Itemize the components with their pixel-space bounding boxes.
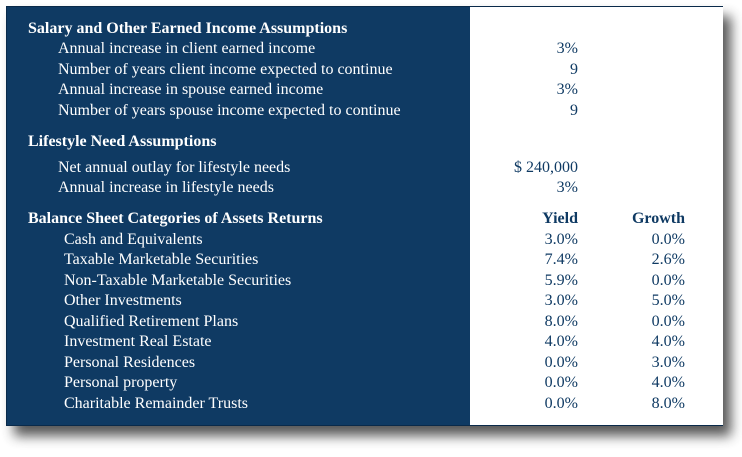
growth-value: 3.0% — [651, 354, 685, 371]
growth-value: 0.0% — [651, 313, 685, 330]
yield-column-header: Yield — [542, 210, 578, 227]
table-row — [7, 312, 724, 332]
asset-label: Taxable Marketable Securities — [64, 251, 259, 268]
yield-value: 3.0% — [544, 231, 578, 248]
table-row — [7, 250, 724, 270]
table-row — [7, 291, 724, 311]
asset-label: Qualified Retirement Plans — [64, 313, 239, 330]
asset-label: Non-Taxable Marketable Securities — [64, 272, 292, 289]
table-row — [7, 230, 724, 250]
asset-label: Other Investments — [64, 292, 182, 309]
growth-value: 4.0% — [651, 333, 685, 350]
salary-row — [7, 39, 724, 59]
table-row — [7, 394, 724, 414]
yield-value: 7.4% — [544, 251, 578, 268]
balance-heading: Balance Sheet Categories of Assets Returns — [28, 210, 323, 227]
salary-item-label: Annual increase in spouse earned income — [58, 81, 324, 98]
salary-heading: Salary and Other Earned Income Assumptions — [28, 20, 348, 37]
salary-row — [7, 101, 724, 121]
yield-value: 4.0% — [544, 333, 578, 350]
lifestyle-heading-row — [7, 132, 724, 152]
table-row — [7, 332, 724, 352]
growth-value: 0.0% — [651, 272, 685, 289]
salary-item-label: Number of years spouse income expected to continue — [58, 102, 401, 119]
salary-item-label: Number of years client income expected to continue — [58, 61, 393, 78]
balance-heading-row — [7, 209, 724, 229]
yield-value: 0.0% — [544, 354, 578, 371]
growth-value: 0.0% — [651, 231, 685, 248]
asset-label: Investment Real Estate — [64, 333, 212, 350]
yield-value: 3.0% — [544, 292, 578, 309]
yield-value: 5.9% — [544, 272, 578, 289]
lifestyle-row — [7, 158, 724, 178]
growth-value: 2.6% — [651, 251, 685, 268]
salary-item-value: 3% — [556, 81, 578, 98]
growth-value: 4.0% — [651, 374, 685, 391]
table-row — [7, 271, 724, 291]
salary-item-value: 9 — [570, 102, 578, 119]
table-row — [7, 373, 724, 393]
salary-item-value: 3% — [556, 40, 578, 57]
lifestyle-item-value: $ 240,000 — [514, 159, 578, 176]
yield-value: 0.0% — [544, 374, 578, 391]
asset-label: Personal Residences — [64, 354, 196, 371]
asset-label: Charitable Remainder Trusts — [64, 395, 248, 412]
growth-value: 5.0% — [651, 292, 685, 309]
lifestyle-item-label: Net annual outlay for lifestyle needs — [58, 159, 291, 176]
asset-label: Personal property — [64, 374, 178, 391]
yield-value: 0.0% — [544, 395, 578, 412]
salary-item-label: Annual increase in client earned income — [58, 40, 316, 57]
growth-column-header: Growth — [631, 210, 685, 227]
salary-row — [7, 80, 724, 100]
growth-value: 8.0% — [651, 395, 685, 412]
salary-item-value: 9 — [570, 61, 578, 78]
asset-label: Cash and Equivalents — [64, 231, 203, 248]
lifestyle-heading: Lifestyle Need Assumptions — [28, 133, 217, 150]
lifestyle-item-label: Annual increase in lifestyle needs — [58, 179, 274, 196]
salary-row — [7, 60, 724, 80]
salary-heading-row — [7, 19, 724, 39]
lifestyle-row — [7, 178, 724, 198]
assumptions-panel — [6, 6, 723, 426]
table-row — [7, 353, 724, 373]
yield-value: 8.0% — [544, 313, 578, 330]
lifestyle-item-value: 3% — [556, 179, 578, 196]
